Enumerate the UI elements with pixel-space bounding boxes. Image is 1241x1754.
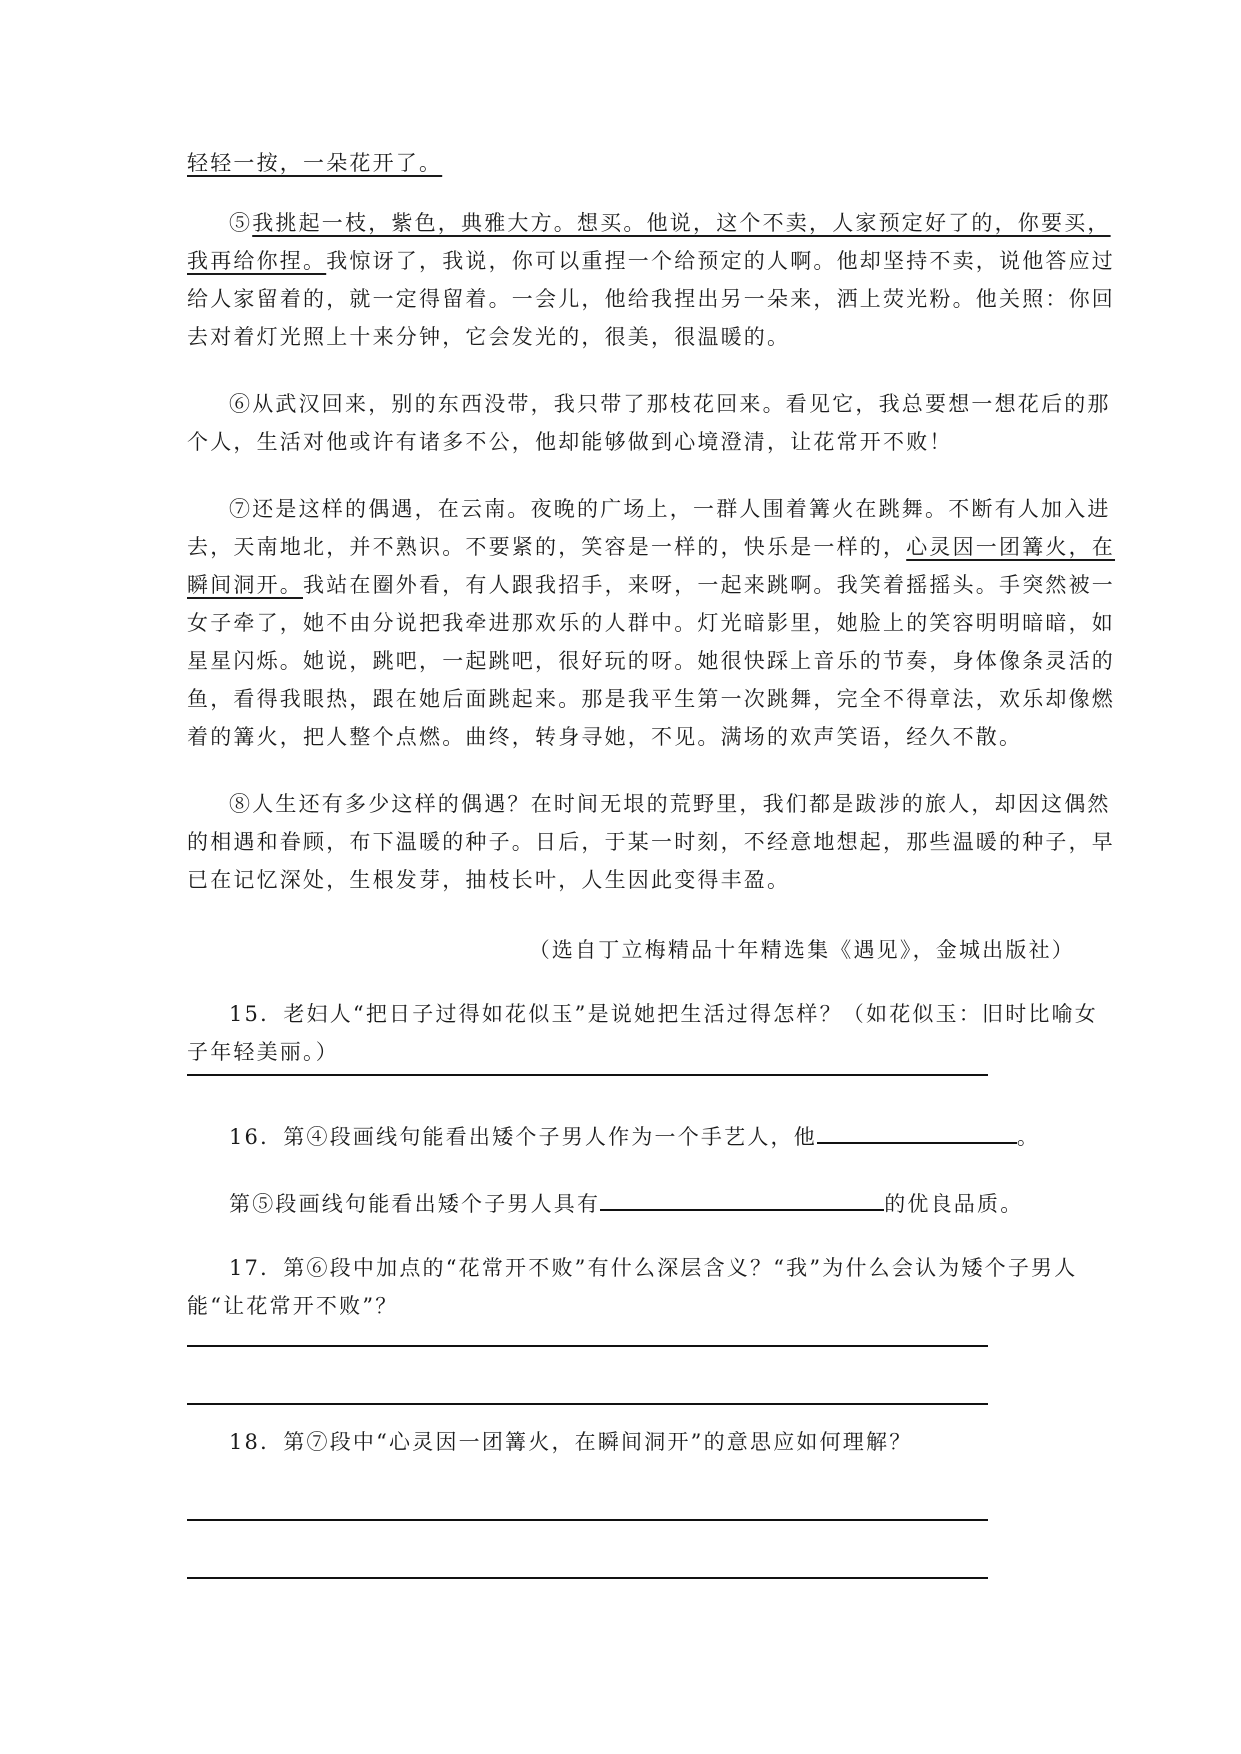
p5-underlined-sentence-b: 我再给你捏。 bbox=[187, 249, 327, 273]
q16-blank-1[interactable] bbox=[817, 1120, 1017, 1144]
p4-underlined-sentence: 轻轻一按，一朵花开了。 bbox=[187, 151, 443, 175]
q15-line-2: 子年轻美丽。） bbox=[187, 1040, 339, 1064]
p7-underlined-sentence-b: 瞬间洞开。 bbox=[187, 573, 303, 597]
q16-part-2-suffix: 的优良品质。 bbox=[884, 1192, 1024, 1216]
p5-marker: ⑤ bbox=[229, 211, 253, 235]
p7-line-7: 着的篝火，把人整个点燃。曲终，转身寻她，不见。满场的欢声笑语，经久不散。 bbox=[187, 725, 1023, 749]
p7-line-6: 鱼，看得我眼热，跟在她后面跳起来。那是我平生第一次跳舞，完全不得章法，欢乐却像燃 bbox=[187, 687, 1115, 711]
q15-answer-line[interactable] bbox=[187, 1074, 988, 1076]
p5-line-1 bbox=[229, 210, 1111, 236]
q16-part-2-prefix: 第⑤段画线句能看出矮个子男人具有 bbox=[229, 1192, 601, 1216]
q17-line-1: 17．第⑥段中加点的“花常开不败”有什么深层含义？“我”为什么会认为矮个子男人 bbox=[229, 1256, 1078, 1280]
q16-blank-2[interactable] bbox=[600, 1187, 884, 1211]
q15-line-1: 15．老妇人“把日子过得如花似玉”是说她把生活过得怎样？（如花似玉：旧时比喻女 bbox=[229, 1002, 1098, 1026]
p7-line-1: ⑦还是这样的偶遇，在云南。夜晚的广场上，一群人围着篝火在跳舞。不断有人加入进 bbox=[229, 497, 1111, 521]
p7-line-2 bbox=[187, 534, 1115, 560]
q18-line-1: 18．第⑦段中“心灵因一团篝火，在瞬间洞开”的意思应如何理解？ bbox=[229, 1430, 913, 1454]
p5-text: 我惊讶了，我说，你可以重捏一个给预定的人啊。他却坚持不卖，说他答应过 bbox=[326, 249, 1115, 273]
p5-line-3: 给人家留着的，就一定得留着。一会儿，他给我捏出另一朵来，洒上荧光粉。他关照：你回 bbox=[187, 287, 1115, 311]
q16-part-1 bbox=[229, 1120, 1040, 1150]
p5-line-2 bbox=[187, 248, 1115, 274]
p8-line-2: 的相遇和眷顾，布下温暖的种子。日后，于某一时刻，不经意地想起，那些温暖的种子，早 bbox=[187, 830, 1115, 854]
q18-answer-line-2[interactable] bbox=[187, 1577, 988, 1579]
p7-text: 去，天南地北，并不熟识。不要紧的，笑容是一样的，快乐是一样的， bbox=[187, 535, 907, 559]
p6-line-1: ⑥从武汉回来，别的东西没带，我只带了那枝花回来。看见它，我总要想一想花后的那 bbox=[229, 392, 1111, 416]
q18-answer-line-1[interactable] bbox=[187, 1519, 988, 1521]
p7-line-3 bbox=[187, 572, 1115, 598]
p5-line-4: 去对着灯光照上十来分钟，它会发光的，很美，很温暖的。 bbox=[187, 325, 791, 349]
p7-text: 我站在圈外看，有人跟我招手，来呀，一起来跳啊。我笑着摇摇头。手突然被一 bbox=[303, 573, 1115, 597]
p6-line-2: 个人，生活对他或许有诸多不公，他却能够做到心境澄清，让花常开不败！ bbox=[187, 430, 953, 454]
p7-line-5: 星星闪烁。她说，跳吧，一起跳吧，很好玩的呀。她很快踩上音乐的节奏，身体像条灵活的 bbox=[187, 649, 1115, 673]
q17-answer-line-2[interactable] bbox=[187, 1403, 988, 1405]
p8-line-1: ⑧人生还有多少这样的偶遇？在时间无垠的荒野里，我们都是跋涉的旅人，却因这偶然 bbox=[229, 792, 1111, 816]
source-citation: （选自丁立梅精品十年精选集《遇见》，金城出版社） bbox=[528, 938, 1075, 962]
q17-line-2: 能“让花常开不败”？ bbox=[187, 1294, 399, 1318]
p5-underlined-sentence-a: 我挑起一枝，紫色，典雅大方。想买。他说，这个不卖，人家预定好了的，你要买， bbox=[252, 211, 1111, 235]
q16-part-1-prefix: 16．第④段画线句能看出矮个子男人作为一个手艺人，他 bbox=[229, 1125, 817, 1149]
p7-line-4: 女子牵了，她不由分说把我牵进那欢乐的人群中。灯光暗影里，她脸上的笑容明明暗暗，如 bbox=[187, 611, 1115, 635]
q16-part-1-suffix: 。 bbox=[1016, 1125, 1041, 1149]
p8-line-3: 已在记忆深处，生根发芽，抽枝长叶，人生因此变得丰盈。 bbox=[187, 868, 791, 892]
p7-underlined-sentence-a: 心灵因一团篝火，在 bbox=[906, 535, 1116, 559]
q16-part-2 bbox=[229, 1187, 1023, 1217]
q17-answer-line-1[interactable] bbox=[187, 1345, 988, 1347]
